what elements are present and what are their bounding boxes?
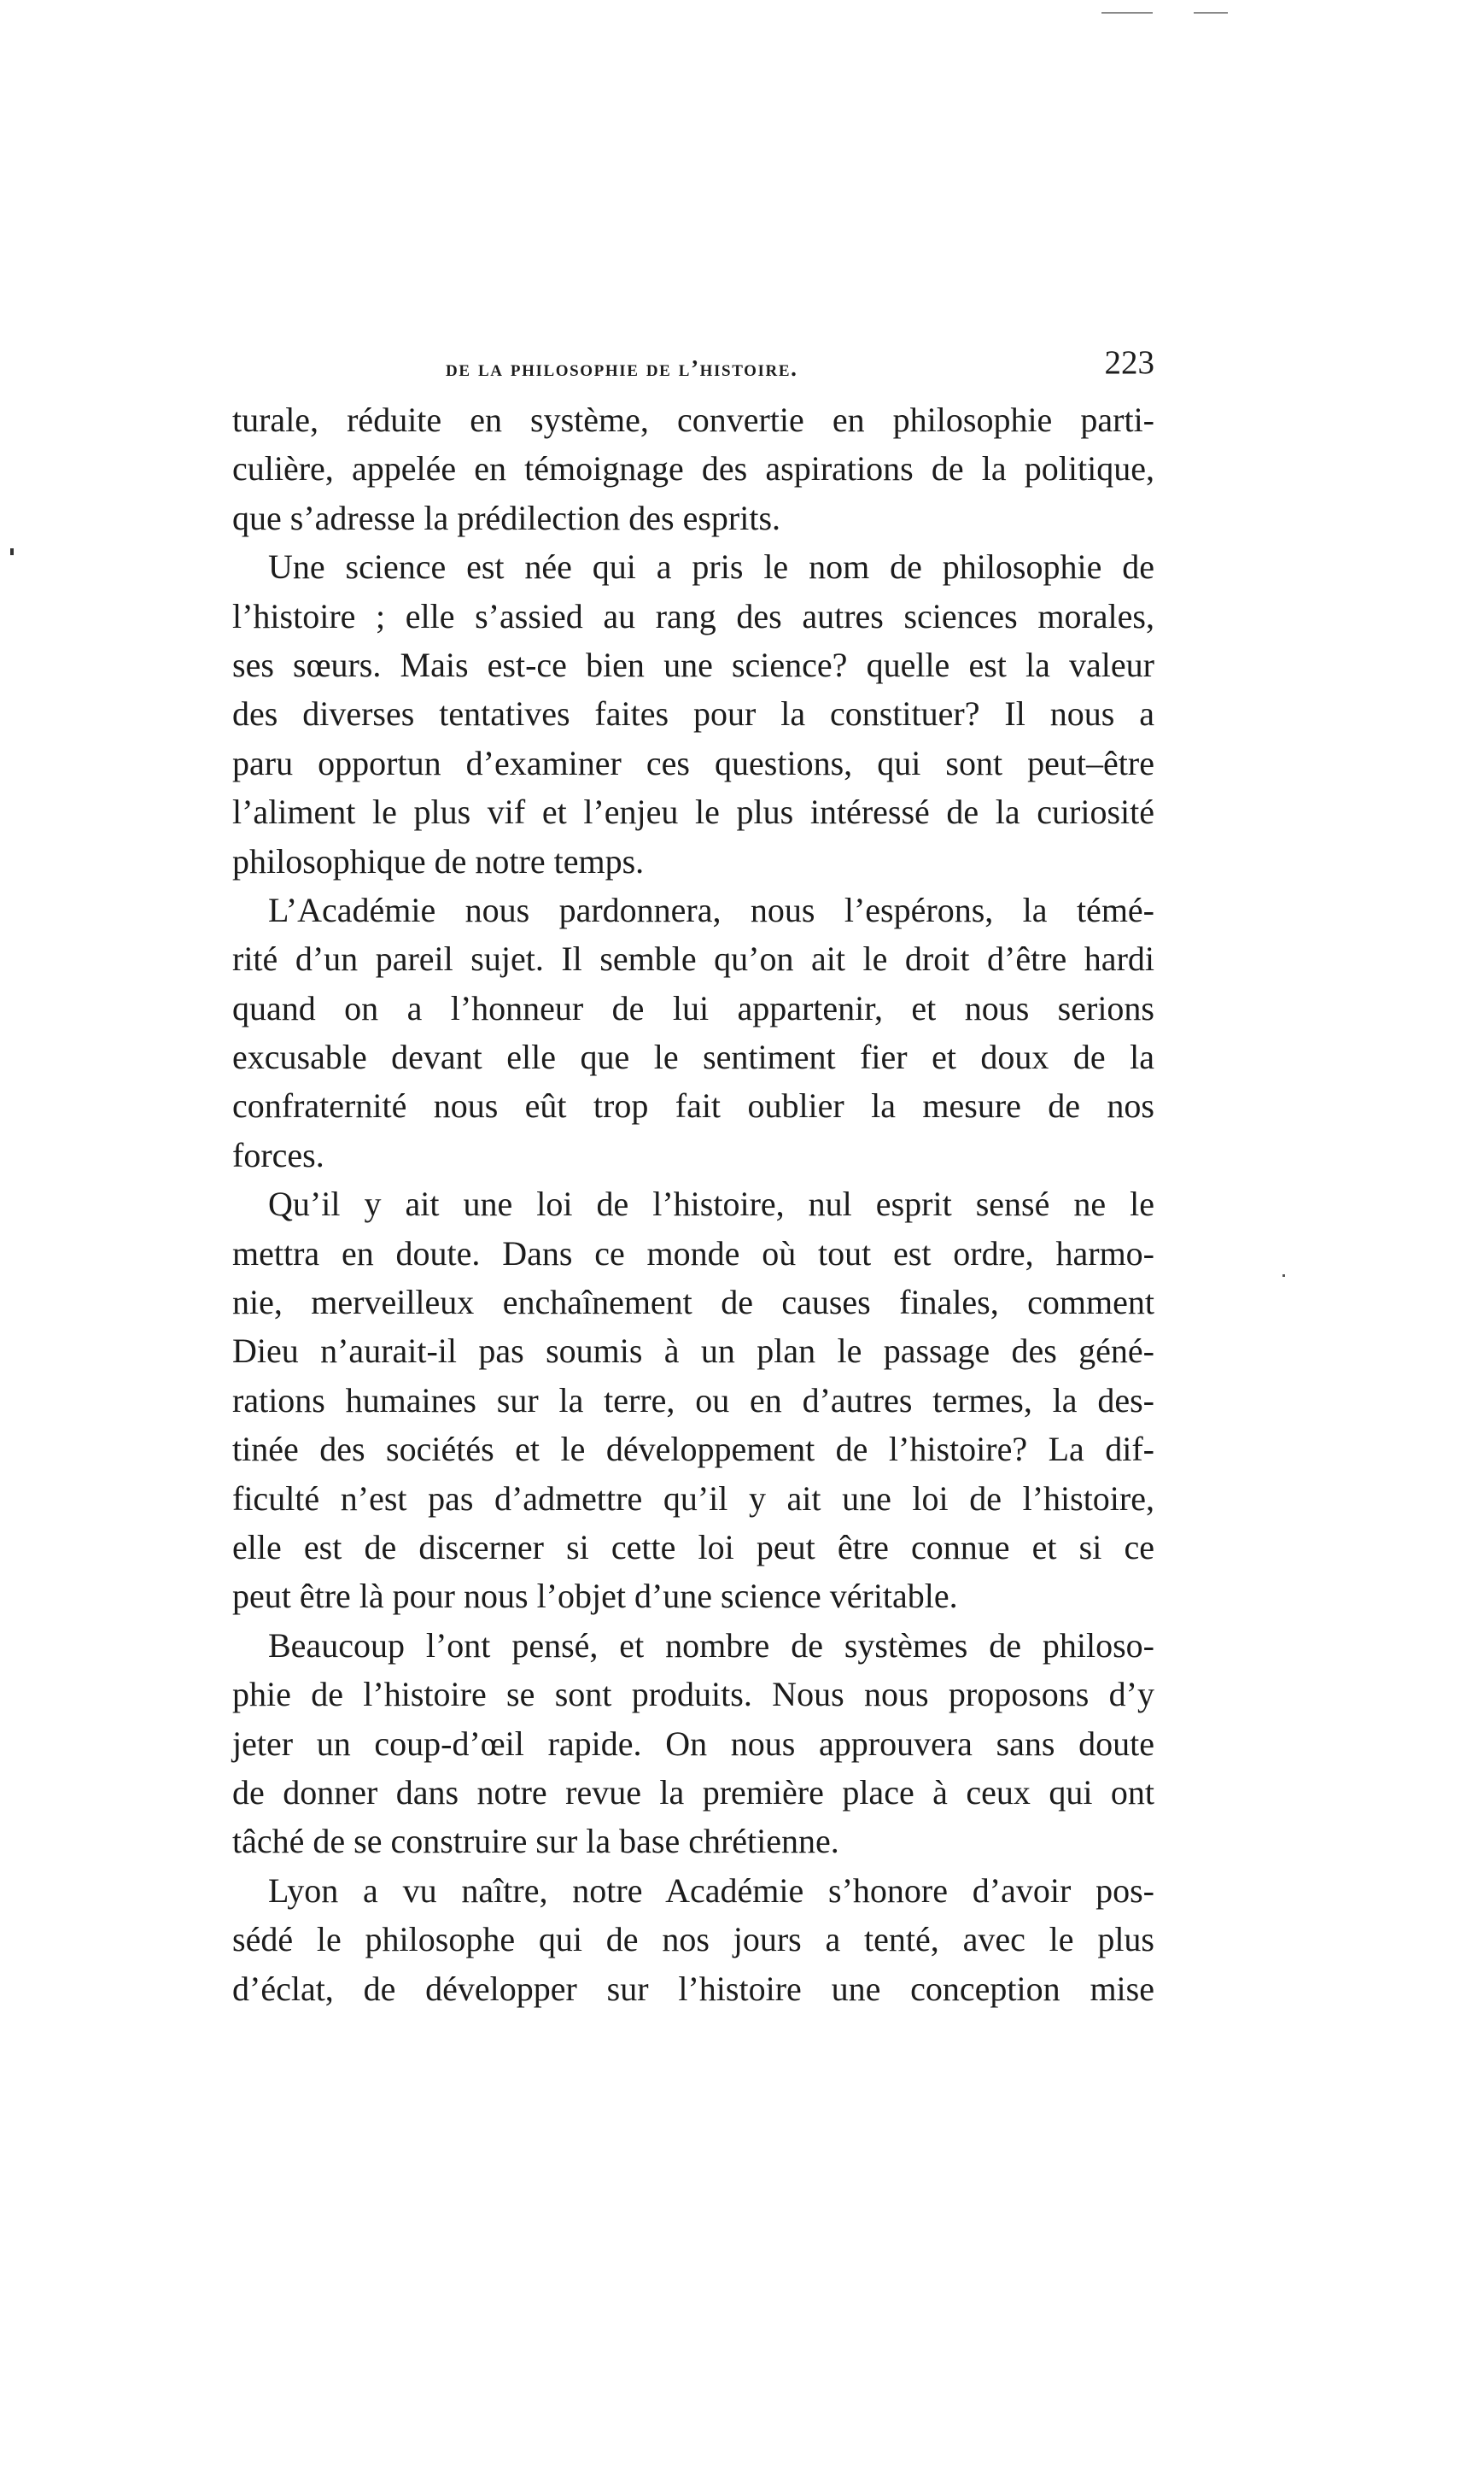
text-line: de donner dans notre revue la première place à ceux qui ont	[232, 1772, 1154, 1812]
text-line: turale, réduite en système, convertie en philosophie parti-	[232, 401, 1154, 439]
scan-mark-left	[10, 548, 14, 555]
text-line: peut être là pour nous l’objet d’une science véritable.	[232, 1577, 958, 1616]
text-line: Qu’il y ait une loi de l’histoire, nul esprit sensé ne le	[268, 1185, 1154, 1224]
running-title: de la philosophie de l’histoire.	[446, 355, 798, 381]
text-line: rité d’un pareil sujet. Il semble qu’on ait le droit d’être hardi	[232, 940, 1154, 979]
text-line: tinée des sociétés et le développement de l’histoire? La dif-	[232, 1430, 1154, 1469]
text-line: Une science est née qui a pris le nom de philosophie de	[268, 547, 1154, 587]
text-line: sédé le philosophe qui de nos jours a tenté, avec le plus	[232, 1920, 1154, 1959]
text-line: excusable devant elle que le sentiment fier et doux de la	[232, 1038, 1154, 1077]
text-line: philosophique de notre temps.	[232, 841, 645, 881]
text-line: que s’adresse la prédilection des esprits.	[232, 498, 781, 537]
page-header	[232, 343, 1161, 395]
text-line: ficulté n’est pas d’admettre qu’il y ait une loi de l’histoire,	[232, 1478, 1154, 1518]
scan-mark-right	[1282, 1274, 1285, 1277]
text-line: paru opportun d’examiner ces questions, qui sont peut–être	[232, 743, 1154, 782]
scan-mark-top-2	[1194, 12, 1228, 14]
scan-mark-top-1	[1101, 12, 1153, 14]
text-line: rations humaines sur la terre, ou en d’autres termes, la des-	[232, 1380, 1154, 1420]
text-line: mettra en doute. Dans ce monde où tout est ordre, harmo-	[232, 1233, 1154, 1273]
text-line: forces.	[232, 1135, 324, 1174]
text-line: l’aliment le plus vif et l’enjeu le plus intéressé de la curiosité	[232, 793, 1154, 832]
text-line: nie, merveilleux enchaînement de causes finales, comment	[232, 1283, 1154, 1322]
text-line: tâché de se construire sur la base chrétienne.	[232, 1822, 839, 1861]
text-line: elle est de discerner si cette loi peut être connue et si ce	[232, 1527, 1154, 1566]
text-line: ses sœurs. Mais est-ce bien une science? quelle est la valeur	[232, 645, 1154, 684]
text-line: Lyon a vu naître, notre Académie s’honore d’avoir pos-	[268, 1870, 1154, 1910]
text-line: l’histoire ; elle s’assied au rang des autres sciences morales,	[232, 596, 1154, 635]
text-line: confraternité nous eût trop fait oublier la mesure de nos	[232, 1086, 1154, 1126]
text-line: Beaucoup l’ont pensé, et nombre de systèmes de philoso-	[268, 1625, 1154, 1665]
page-number: 223	[1104, 344, 1154, 381]
text-line: Dieu n’aurait-il pas soumis à un plan le passage des géné-	[232, 1332, 1154, 1371]
text-line: des diverses tentatives faites pour la constituer? Il nous a	[232, 694, 1154, 734]
text-line: phie de l’histoire se sont produits. Nous nous proposons d’y	[232, 1675, 1154, 1714]
text-line: d’éclat, de développer sur l’histoire une conception mise	[232, 1969, 1154, 2008]
text-line: culière, appelée en témoignage des aspirations de la politique,	[232, 449, 1154, 489]
body-text	[232, 395, 1154, 2013]
text-line: L’Académie nous pardonnera, nous l’espérons, la témé-	[268, 890, 1154, 929]
text-line: quand on a l’honneur de lui appartenir, et nous serions	[232, 988, 1154, 1027]
text-line: jeter un coup-d’œil rapide. On nous approuvera sans doute	[232, 1724, 1154, 1763]
